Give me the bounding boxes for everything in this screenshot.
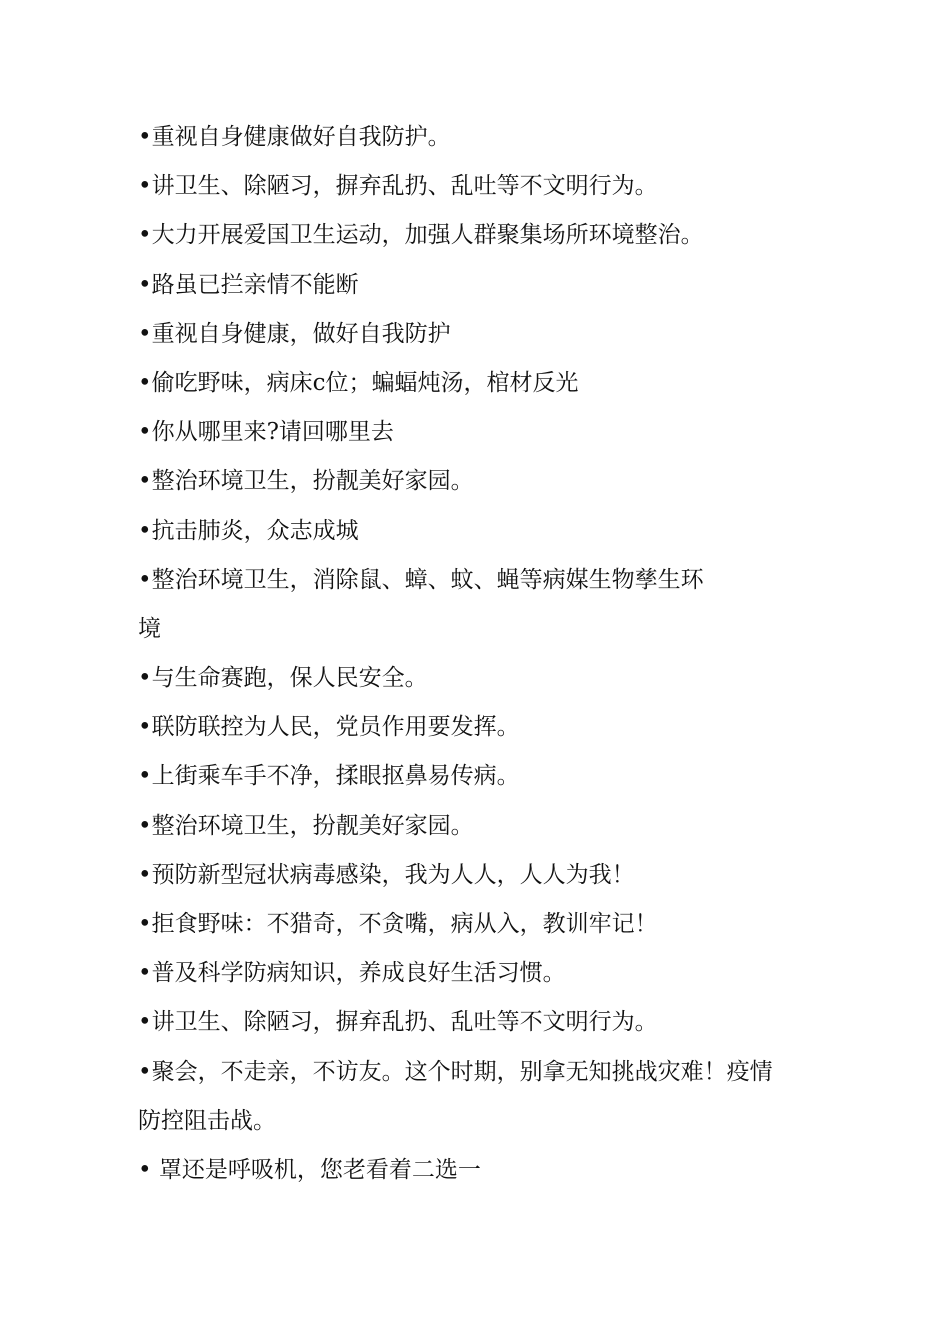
text-line: •聚会，不走亲，不访友。这个时期，别拿无知挑战灾难！疫情 xyxy=(138,1058,773,1085)
text-line: •联防联控为人民，党员作用要发挥。 xyxy=(138,714,520,741)
text-line: •整治环境卫生，扮靓美好家园。 xyxy=(138,468,474,495)
text-line: •重视自身健康做好自我防护。 xyxy=(138,124,451,150)
text-line: 防控阻击战。 xyxy=(138,1107,276,1134)
text-line: •重视自身健康，做好自我防护 xyxy=(138,320,451,347)
text-line: •大力开展爱国卫生运动，加强人群聚集场所环境整治。 xyxy=(138,222,704,249)
text-line: •普及科学防病知识，养成良好生活习惯。 xyxy=(138,960,566,987)
text-line: •偷吃野味，病床c位；蝙蝠炖汤，棺材反光 xyxy=(138,369,579,396)
slogan-list xyxy=(138,113,828,1195)
text-line: • 罩还是呼吸机，您老看着二选一 xyxy=(138,1156,481,1183)
text-line: •讲卫生、除陋习，摒弃乱扔、乱吐等不文明行为。 xyxy=(138,173,658,200)
text-line: •抗击肺炎，众志成城 xyxy=(138,517,359,544)
text-line: •你从哪里来?请回哪里去 xyxy=(138,419,394,446)
text-line: •整治环境卫生，消除鼠、蟑、蚊、蝇等病媒生物孳生环 xyxy=(138,566,704,593)
text-line: •整治环境卫生，扮靓美好家园。 xyxy=(138,812,474,839)
text-line: •拒食野味：不猎奇，不贪嘴，病从入，教训牢记！ xyxy=(138,911,658,937)
text-line: •讲卫生、除陋习，摒弃乱扔、乱吐等不文明行为。 xyxy=(138,1009,658,1036)
text-line: •预防新型冠状病毒感染，我为人人，人人为我！ xyxy=(138,861,635,888)
text-line: •上街乘车手不净，揉眼抠鼻易传病。 xyxy=(138,763,520,790)
text-line: 境 xyxy=(138,615,161,642)
text-line: •路虽已拦亲情不能断 xyxy=(138,271,359,298)
text-line: •与生命赛跑，保人民安全。 xyxy=(138,665,428,692)
